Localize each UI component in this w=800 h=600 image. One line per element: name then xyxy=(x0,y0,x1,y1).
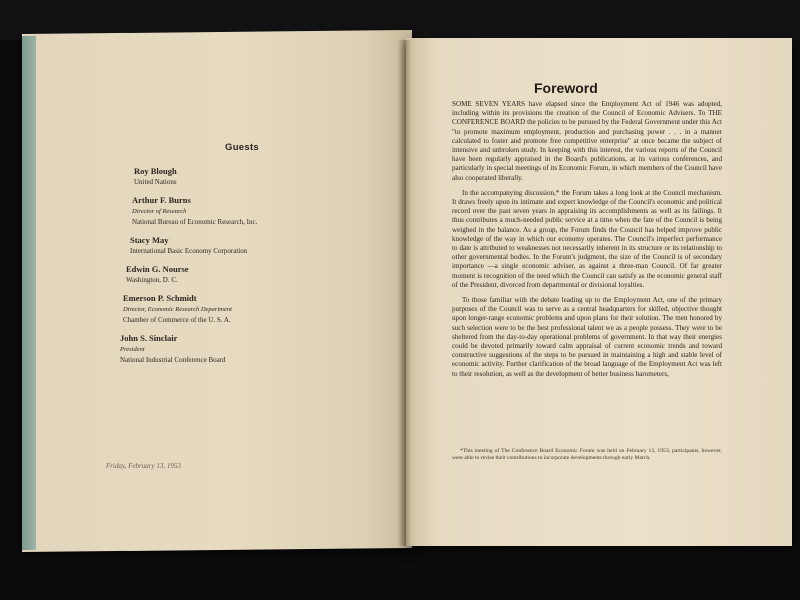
guest-entry xyxy=(130,235,358,257)
foreword-paragraph: SOME SEVEN YEARS have elapsed since the Employment Act of 1946 was adopted, including within its provisions the creation of the Council of Economic Advisers. To THE CONFERENCE BOARD the policies to be pursued by the Federal Government under this Act "to promote maximum employment, production and purchasing power . . . in a manner calculated to foster and promote free competitive enterprise" at once became the subject of intensive and unbroken study. In keeping with this interest, the various reports of the Council have been regularly appraised in the Board's publications, at its various conferences, and particularly in special meetings of its Economic Forum, in which members of the Council have also cooperated liberally. xyxy=(452,100,722,182)
guest-name: Roy Blough xyxy=(134,166,177,176)
cover-edge xyxy=(22,36,36,550)
guests-heading: Guests xyxy=(225,142,260,153)
foreword-paragraph: In the accompanying discussion,* the Forum takes a long look at the Council mechanism. It draws freely upon its intimate and expert knowledge of the Council's economic and political record over the past seven years in appraising its accomplishments as well as its failings. It thus contributes a much-needed public service at a time when the fate of the Council is being weighed in the balance. As a group, the Forum finds the Council has helped improve public knowledge of the way in which our economy operates. The Council's imperfect performance to date is attributed to weaknesses not necessarily inherent in its structure or its relationship to other governmental bodies. In the Forum's judgment, the size of the Council is of secondary importance —a single economic adviser, as against a three-man Council. Of far greater moment is recognition of the need which the Council can satisfy as the economic general staff of the President, divorced from departmental or divisional loyalties. xyxy=(452,188,722,289)
guest-list xyxy=(118,166,358,373)
guest-entry xyxy=(134,166,358,188)
guest-role: President xyxy=(120,346,145,353)
foreword-footnote: *This meeting of The Conference Board Economic Forum was held on February 13, 1953; participants, however, were able to revise their contributions to incorporate developments through early March. xyxy=(452,448,722,462)
guest-org: Washington, D. C. xyxy=(126,276,178,284)
guest-org: National Industrial Conference Board xyxy=(120,356,226,364)
guest-name: Emerson P. Schmidt xyxy=(123,293,197,303)
guest-entry xyxy=(132,195,358,228)
guest-entry xyxy=(123,293,358,326)
guest-role: Director of Research xyxy=(132,208,187,215)
guest-org: United Nations xyxy=(134,178,177,186)
guest-org: National Bureau of Economic Research, Inc. xyxy=(132,218,258,226)
guest-role: Director, Economic Research Department xyxy=(123,306,232,313)
foreword-paragraph: To those familiar with the debate leading up to the Employment Act, one of the primary purposes of the Council was to serve as a central headquarters for skilled, objective thought upon longer-range economic problems and upon plans for their solution. The men honored by such selection were to be the best professional talent we as a people possess. They were to be sheltered from the day-to-day operational problems of government. In that way their energies could be devoted primarily toward calm appraisal of current economic trends and toward constructive suggestions of the steps to be pursued in maintaining a high and stable level of economic activity. Further clarification of the broad language of the Employment Act was left to their resolution, as well as the development of better business barometers, xyxy=(452,296,722,378)
guest-name: Stacy May xyxy=(130,235,169,245)
guest-entry xyxy=(126,264,358,286)
guest-org: Chamber of Commerce of the U. S. A. xyxy=(123,316,231,324)
book-gutter xyxy=(398,40,412,546)
guest-name: Edwin G. Nourse xyxy=(126,264,189,274)
guest-org: International Basic Economy Corporation xyxy=(130,247,248,255)
guest-entry xyxy=(120,333,358,366)
guest-name: Arthur F. Burns xyxy=(132,195,191,205)
guest-name: John S. Sinclair xyxy=(120,333,178,343)
foreword-heading: Foreword xyxy=(534,80,598,96)
foreword-body xyxy=(452,100,722,385)
meeting-date: Friday, February 13, 1953 xyxy=(106,462,181,470)
